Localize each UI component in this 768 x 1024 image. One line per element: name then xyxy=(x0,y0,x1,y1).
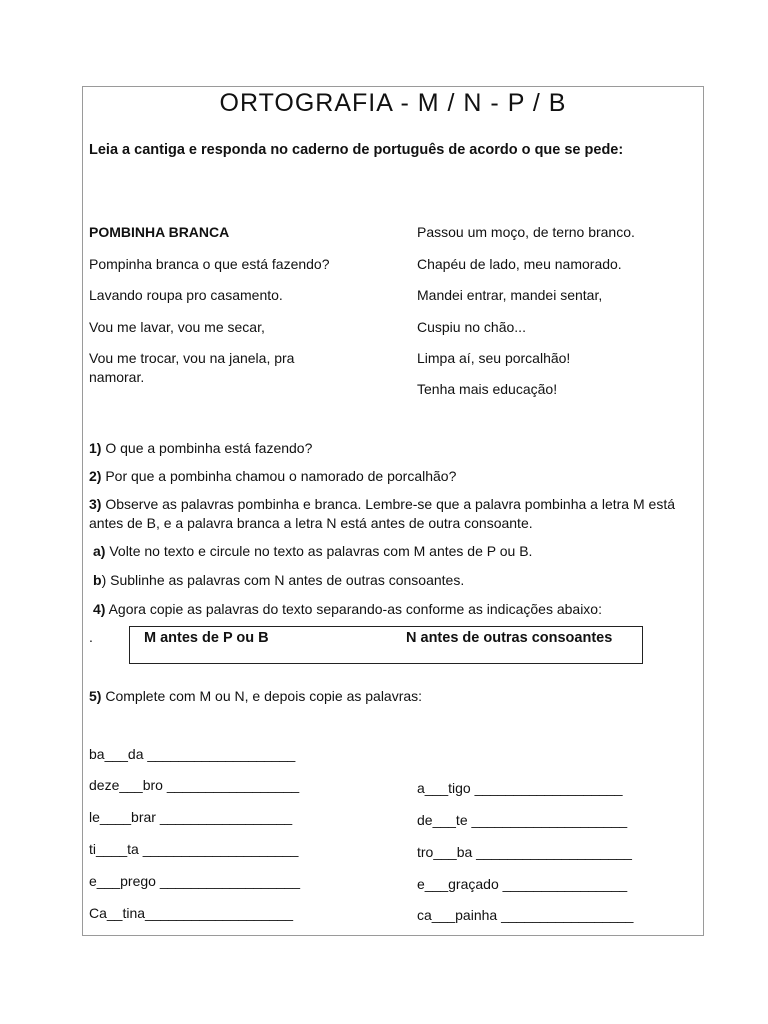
exercise-item: a___tigo ___________________ xyxy=(417,780,623,796)
stray-dot: . xyxy=(89,629,93,645)
question-3: 3) Observe as palavras pombinha e branca. Lembre-se que a palavra pombinha a letra M está antes de B, e a palavra branca a letra N está antes de outra consoante. xyxy=(89,496,675,531)
poem-line: Lavando roupa pro casamento. xyxy=(89,287,283,303)
question-5: 5) Complete com M ou N, e depois copie as palavras: xyxy=(89,688,423,704)
exercise-item: ca___painha _________________ xyxy=(417,907,634,923)
question-2: 2) Por que a pombinha chamou o namorado de porcalhão? xyxy=(89,468,457,484)
exercise-item: deze___bro _________________ xyxy=(89,777,300,793)
question-3b: b) Sublinhe as palavras com N antes de outras consoantes. xyxy=(93,572,465,588)
exercise-item: Ca__tina___________________ xyxy=(89,905,293,921)
poem-line: Passou um moço, de terno branco. xyxy=(417,224,635,240)
poem-line: Vou me trocar, vou na janela, pra xyxy=(89,350,295,366)
instruction-text: Leia a cantiga e responda no caderno de português de acordo o que se pede: xyxy=(89,142,624,158)
table-header-m: M antes de P ou B xyxy=(144,630,269,646)
poem-line: Pompinha branca o que está fazendo? xyxy=(89,256,330,272)
question-3a: a) Volte no texto e circule no texto as palavras com M antes de P ou B. xyxy=(93,543,533,559)
table-header-n: N antes de outras consoantes xyxy=(406,630,613,646)
question-1: 1) O que a pombinha está fazendo? xyxy=(89,440,313,456)
page-title: ORTOGRAFIA - M / N - P / B xyxy=(219,89,567,117)
exercise-item: ti____ta ____________________ xyxy=(89,841,299,857)
poem-line: namorar. xyxy=(89,369,145,385)
exercise-item: de___te ____________________ xyxy=(417,812,628,828)
poem-line: Tenha mais educação! xyxy=(417,381,558,397)
worksheet-page xyxy=(82,86,704,936)
poem-line: Chapéu de lado, meu namorado. xyxy=(417,256,622,272)
exercise-item: e___prego __________________ xyxy=(89,873,300,889)
exercise-item: le____brar _________________ xyxy=(89,809,293,825)
answer-table xyxy=(129,626,643,664)
exercise-item: ba___da ___________________ xyxy=(89,746,296,762)
poem-title: POMBINHA BRANCA xyxy=(89,224,230,240)
question-4: 4) Agora copie as palavras do texto separando-as conforme as indicações abaixo: xyxy=(93,601,602,617)
poem-line: Cuspiu no chão... xyxy=(417,319,526,335)
poem-line: Vou me lavar, vou me secar, xyxy=(89,319,265,335)
poem-line: Limpa aí, seu porcalhão! xyxy=(417,350,571,366)
exercise-item: e___graçado ________________ xyxy=(417,876,628,892)
poem-line: Mandei entrar, mandei sentar, xyxy=(417,287,603,303)
exercise-item: tro___ba ____________________ xyxy=(417,844,632,860)
